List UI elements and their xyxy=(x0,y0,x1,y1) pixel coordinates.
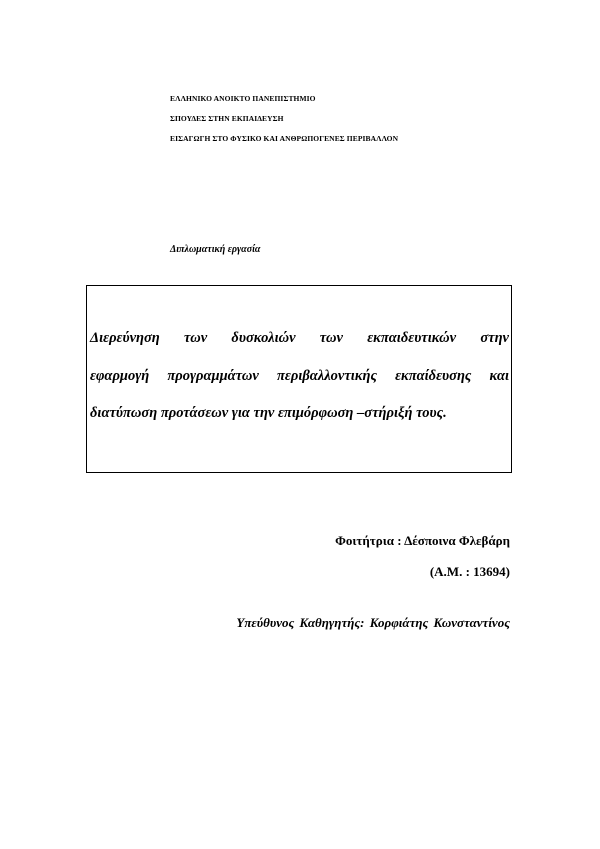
supervisor-name: Υπεύθυνος Καθηγητής: Κορφιάτης Κωνσταντίνος xyxy=(236,615,510,630)
thesis-title-line-2: εφαρμογή προγραμμάτων περιβαλλοντικής εκπαίδευσης και xyxy=(90,368,509,384)
thesis-type-label: Διπλωματική εργασία xyxy=(170,244,261,255)
thesis-title-line-3: διατύπωση προτάσεων για την επιμόρφωση –στήριξή τους. xyxy=(90,405,447,421)
program-name: ΣΠΟΥΔΕΣ ΣΤΗΝ ΕΚΠΑΙΔΕΥΣΗ xyxy=(170,114,284,123)
course-name: ΕΙΣΑΓΩΓΗ ΣΤΟ ΦΥΣΙΚΟ ΚΑΙ ΑΝΘΡΩΠΟΓΕΝΕΣ ΠΕΡΙΒΑΛΛΟΝ xyxy=(170,134,399,143)
thesis-title-box xyxy=(86,285,512,473)
thesis-title-line-1: Διερεύνηση των δυσκολιών των εκπαιδευτικών στην xyxy=(90,330,509,346)
university-name: ΕΛΛΗΝΙΚΟ ΑΝΟΙΚΤΟ ΠΑΝΕΠΙΣΤΗΜΙΟ xyxy=(170,94,316,103)
registration-number: (Α.Μ. : 13694) xyxy=(429,564,510,579)
student-name: Φοιτήτρια : Δέσποινα Φλεβάρη xyxy=(335,533,510,548)
